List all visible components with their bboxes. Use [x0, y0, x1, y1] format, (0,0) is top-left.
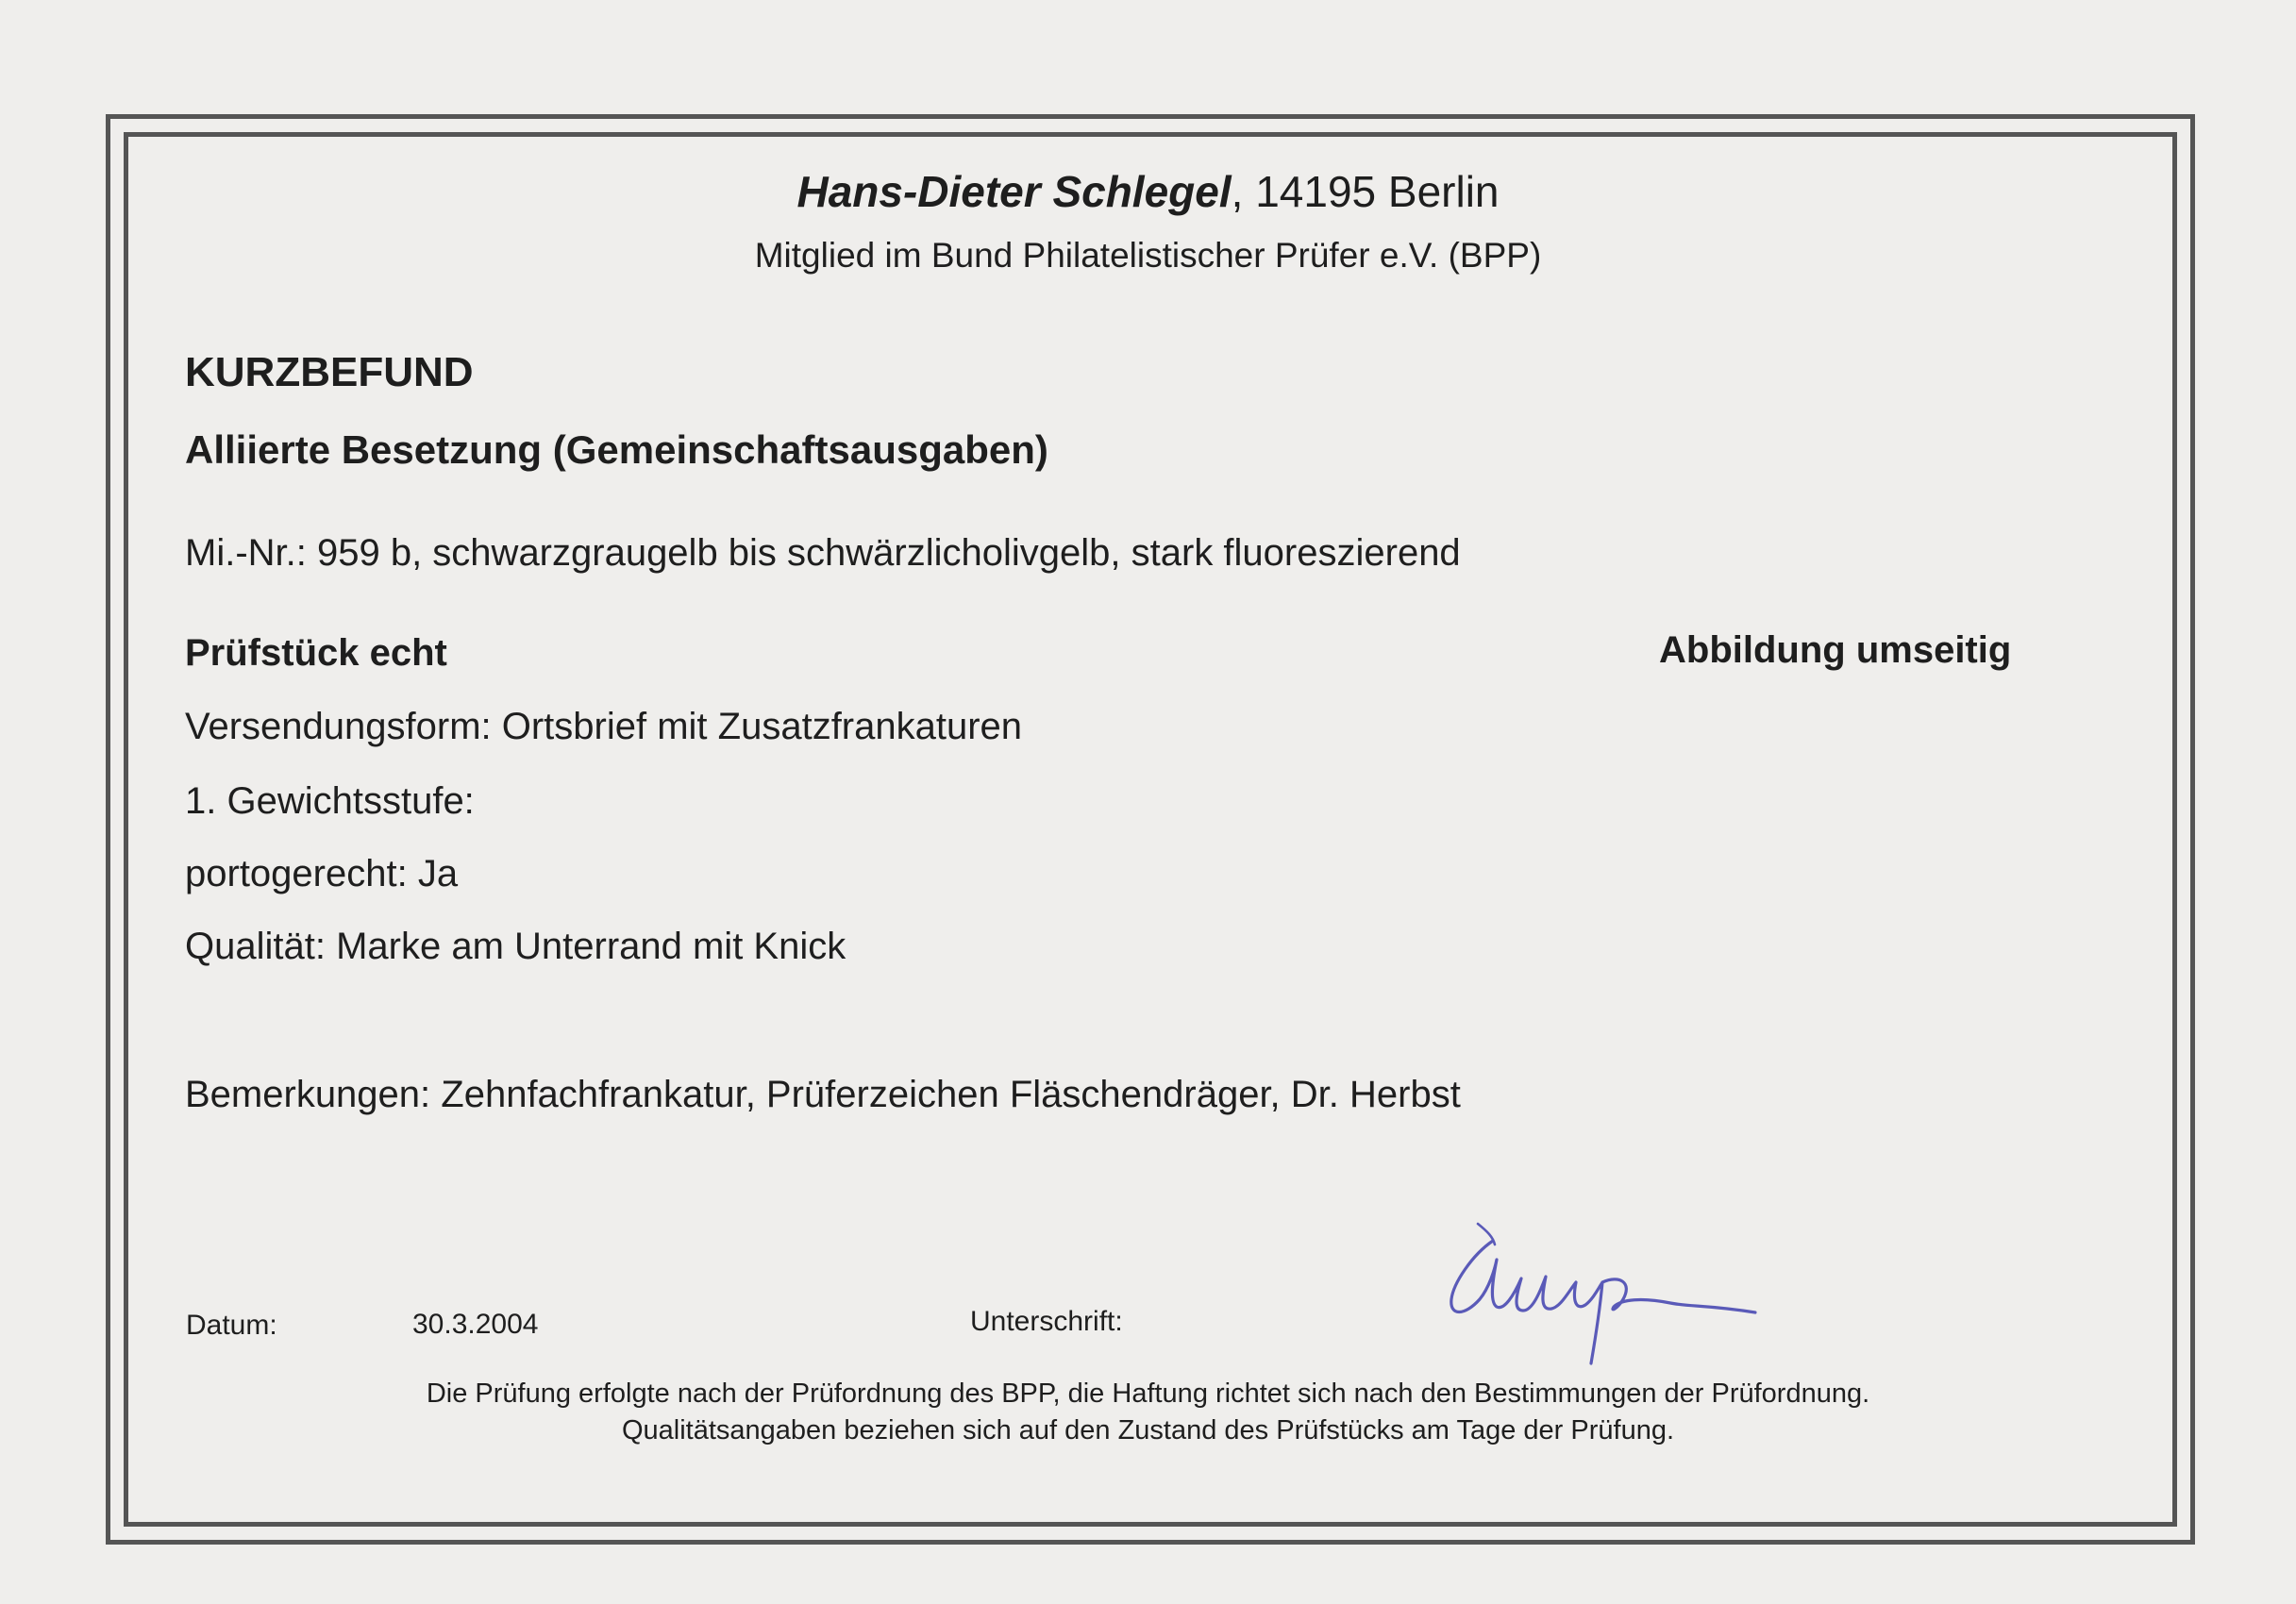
footer-line-1: Die Prüfung erfolgte nach der Prüfordnung des BPP, die Haftung richtet sich nach den Bestimmungen der Prüfordnung.	[426, 1378, 1870, 1409]
date-label: Datum:	[186, 1310, 277, 1341]
signature-label: Unterschrift:	[970, 1306, 1123, 1337]
illustration-note: Abbildung umseitig	[1659, 629, 2012, 671]
weight-class: 1. Gewichtsstufe:	[185, 780, 475, 822]
issuer-line	[0, 167, 2296, 216]
issuer-address: , 14195 Berlin	[1231, 167, 1500, 216]
catalog-line: Mi.-Nr.: 959 b, schwarzgraugelb bis schwärzlicholivgelb, stark fluoreszierend	[185, 532, 1461, 574]
shipping-form: Versendungsform: Ortsbrief mit Zusatzfrankaturen	[185, 706, 1023, 747]
issuer-membership: Mitglied im Bund Philatelistischer Prüfer e.V. (BPP)	[754, 236, 1542, 275]
date-value: 30.3.2004	[412, 1309, 539, 1340]
document-subheading: Alliierte Besetzung (Gemeinschaftsausgaben)	[185, 427, 1048, 472]
issuer-name: Hans-Dieter Schlegel	[796, 167, 1232, 216]
remarks: Bemerkungen: Zehnfachfrankatur, Prüferzeichen Fläschendräger, Dr. Herbst	[185, 1074, 1461, 1115]
handwritten-signature	[1434, 1212, 1765, 1392]
document-heading: KURZBEFUND	[185, 349, 474, 395]
quality: Qualität: Marke am Unterrand mit Knick	[185, 926, 846, 967]
verdict: Prüfstück echt	[185, 632, 447, 674]
postage-correct: portogerecht: Ja	[185, 853, 459, 894]
footer-line-2: Qualitätsangaben beziehen sich auf den Zustand des Prüfstücks am Tage der Prüfung.	[621, 1415, 1675, 1445]
